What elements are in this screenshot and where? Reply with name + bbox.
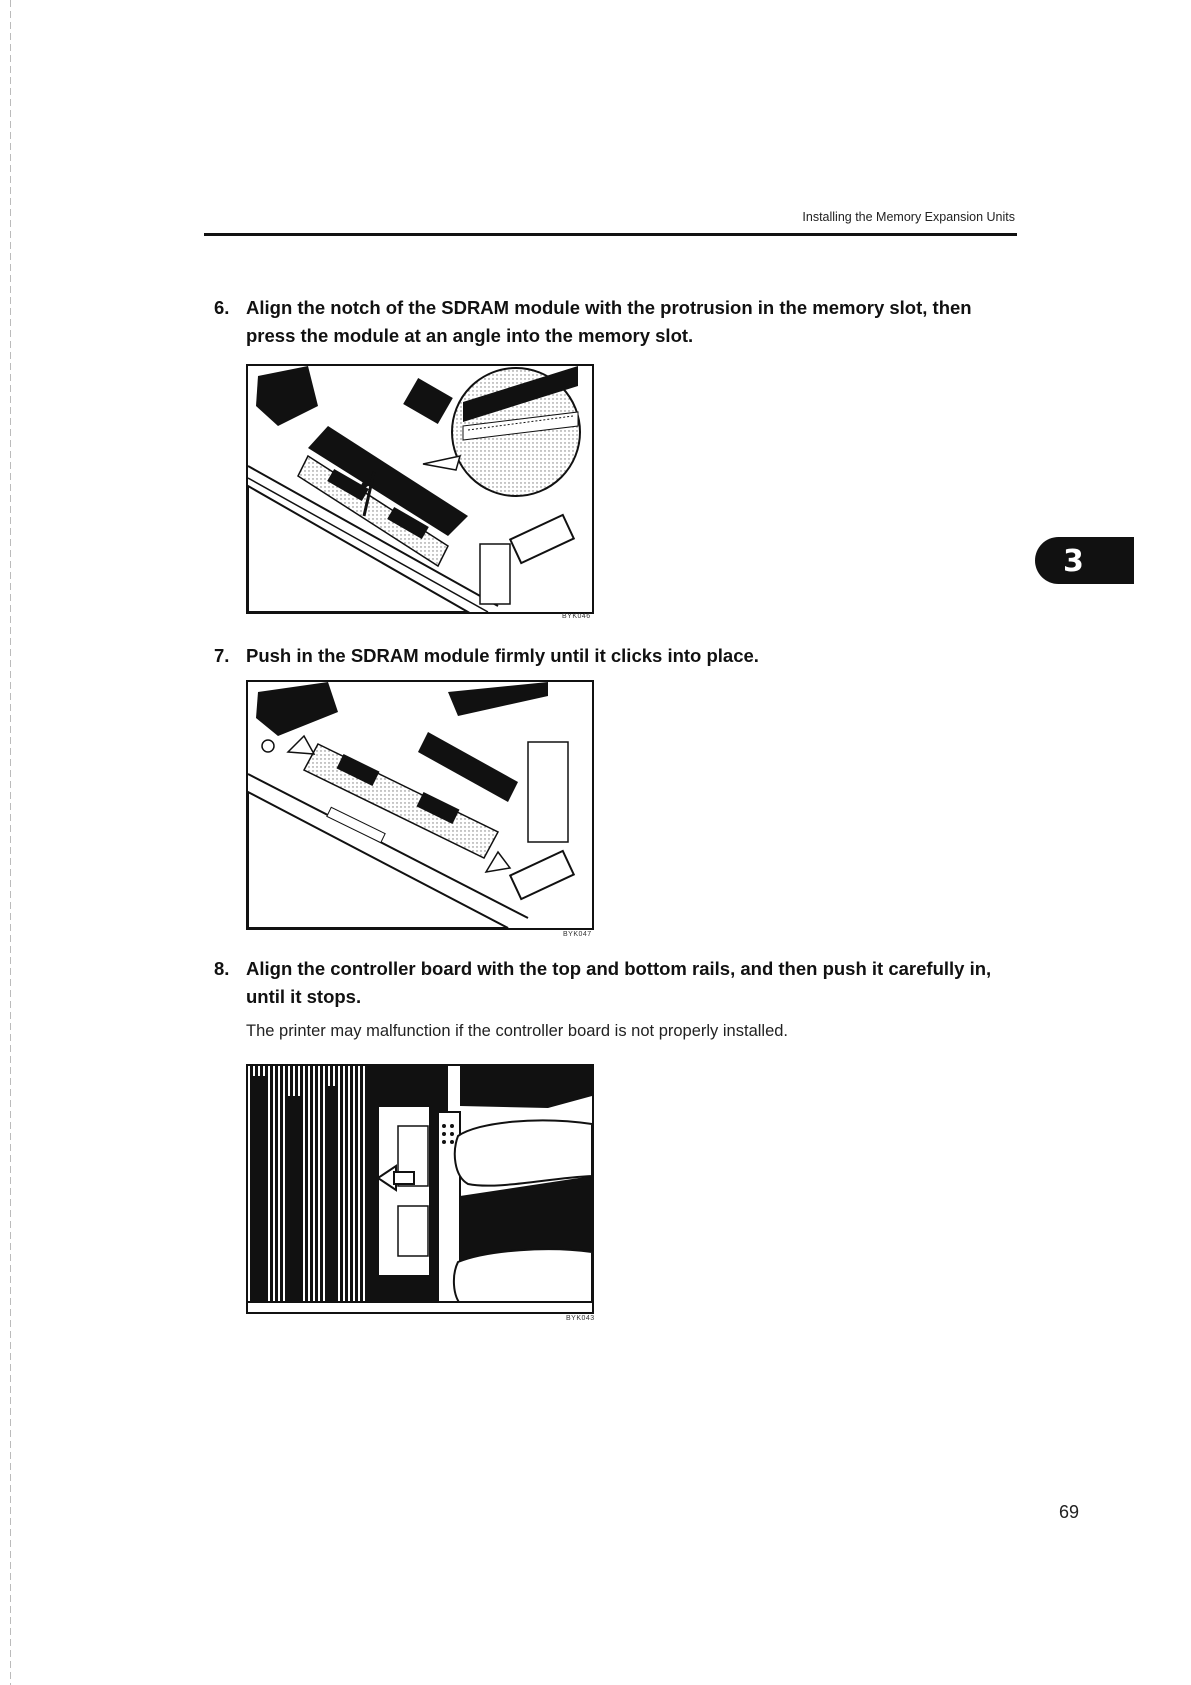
step-text: Align the controller board with the top and bottom rails, and then push it carefully in, until it stops. [246, 958, 992, 1007]
figure-code: BYK046 [562, 613, 591, 620]
step-number: 8. [214, 958, 230, 979]
header-rule [204, 233, 1017, 236]
step-6 [214, 294, 1024, 350]
figure-sdram-push-in [246, 680, 594, 930]
step-7 [214, 642, 1024, 670]
running-head: Installing the Memory Expansion Units [802, 210, 1015, 224]
step-8-note: The printer may malfunction if the controller board is not properly installed. [246, 1022, 789, 1040]
figure-controller-board-insert [246, 1064, 594, 1314]
figure-sdram-insert-angle [246, 364, 594, 614]
figure-code: BYK047 [563, 931, 592, 938]
step-text: Push in the SDRAM module firmly until it clicks into place. [246, 645, 759, 666]
chapter-tab-label: 3 [1063, 544, 1084, 579]
step-text: Align the notch of the SDRAM module with the protrusion in the memory slot, then press the module at an angle into the memory slot. [246, 297, 972, 346]
step-8 [214, 955, 1024, 1011]
scan-edge-line [10, 0, 11, 1685]
page-number: 69 [1059, 1502, 1080, 1522]
figure-code: BYK043 [566, 1315, 595, 1322]
step-number: 7. [214, 645, 230, 666]
step-number: 6. [214, 297, 230, 318]
chapter-tab [1035, 537, 1134, 584]
